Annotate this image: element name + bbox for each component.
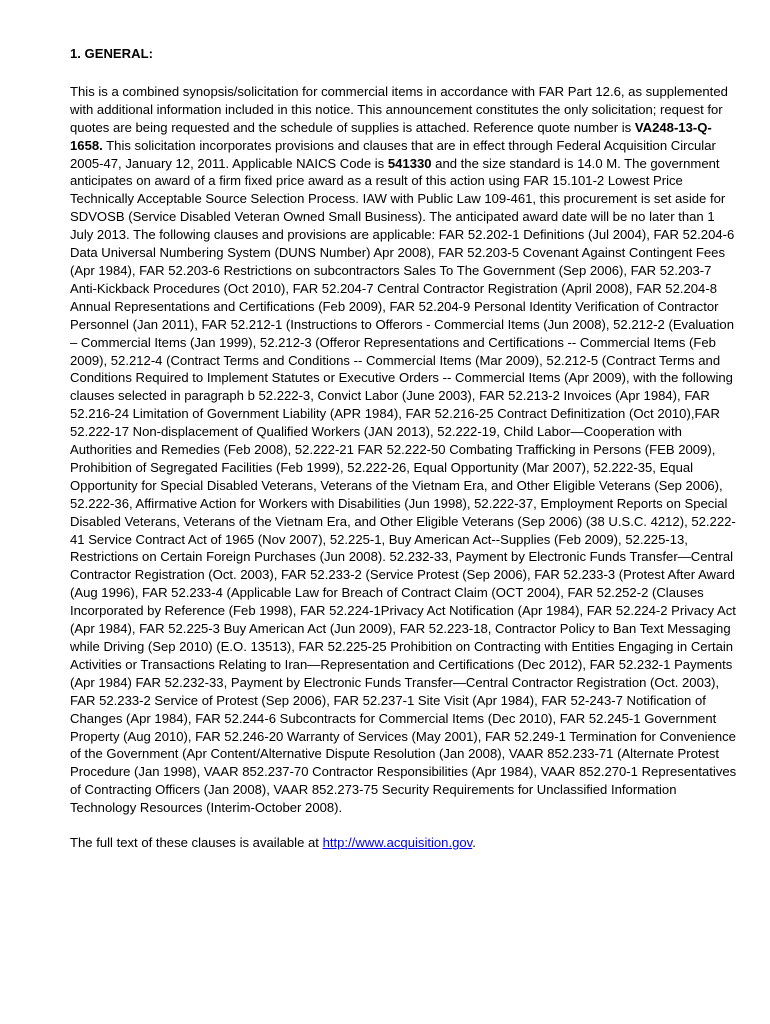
synopsis-text-2: This solicitation incorporates provisions and clauses that are in effect through Federal Acquisition Circular 2005-47, January 12, 2011. Applicable NAICS Code is: [70, 137, 716, 171]
synopsis-text-3: and the size standard is 14.0 M. The government anticipates on award of a firm fixed price award as a result of this action using FAR 15.101-2 Lowest Price Technically Acceptable Source Selection Process. IAW with Public Law 109-461, this procurement is set aside for SDVOSB (Service Disabled Veteran Owned Small Business). The anticipated award date will be no later than 1 July 2013. The following clauses and provisions are applicable: FAR 52.202-1 Definitions (Jul 2004), FAR 52.204-6 Data Universal Numbering System (DUNS Number) Apr 2008), FAR 52.203-5 Covenant Against Contingent Fees (Apr 1984), FAR 52.203-6 Restrictions on subcontractors Sales To The Government (Sep 2006), FAR 52.203-7 Anti-Kickback Procedures (Oct 2010), FAR 52.204-7 Central Contractor Registration (April 2008), FAR 52.204-8 Annual Representations and Certifications (Feb 2009), FAR 52.204-9 Personal Identity Verification of Contractor Personnel (Jan 2011), FAR 52.212-1 (Instructions to Offerors - Commercial Items (Jun 2008), 52.212-2 (Evaluation – Commercial Items (Jan 1999), 52.212-3 (Offeror Representations and Certifications -- Commercial Items (Feb 2009), 52.212-4 (Contract Terms and Conditions -- Commercial Items (Mar 2009), 52.212-5 (Contract Terms and Conditions Required to Implement Statutes or Executive Orders -- Commercial Items (Apr 2009), with the following clauses selected in paragraph b 52.222-3, Convict Labor (June 2003), FAR 52.213-2 Invoices (Apr 1984), FAR 52.216-24 Limitation of Government Liability (APR 1984), FAR 52.216-25 Contract Definitization (Oct 2010),FAR 52.222-17 Non-displacement of Qualified Workers (JAN 2013), 52.222-19, Child Labor—Cooperation with Authorities and Remedies (Feb 2008), 52.222-21 FAR 52.222-50 Combating Trafficking in Persons (FEB 2009), Prohibition of Segregated Facilities (Feb 1999), 52.222-26, Equal Opportunity (Mar 2007), 52.222-35, Equal Opportunity for Special Disabled Veterans, Veterans of the Vietnam Era, and Other Eligible Veterans (Sep 2006), 52.222-36, Affirmative Action for Workers with Disabilities (Jun 1998), 52.222-37, Employment Reports on Special Disabled Veterans, Veterans of the Vietnam Era, and Other Eligible Veterans (Sep 2006) (38 U.S.C. 4212), 52.222-41 Service Contract Act of 1965 (Nov 2007), 52.225-1, Buy American Act--Supplies (Feb 2009), 52.225-13, Restrictions on Certain Foreign Purchases (Jun 2008). 52.232-33, Payment by Electronic Funds Transfer—Central Contractor Registration (Oct. 2003), FAR 52.233-2 (Service Protest (Sep 2006), FAR 52.233-3 (Protest After Award (Aug 1996), FAR 52.233-4 (Applicable Law for Breach of Contract Claim (OCT 2004), FAR 52.252-2 (Clauses Incorporated by Reference (Feb 1998), FAR 52.224-1Privacy Act Notification (Apr 1984), FAR 52.224-2 Privacy Act (Apr 1984), FAR 52.225-3 Buy American Act (Jun 2009), FAR 52.223-18, Contractor Policy to Ban Text Messaging while Driving (Sep 2010) (E.O. 13513), FAR 52.225-25 Prohibition on Contracting with Entities Engaging in Certain Activities or Transactions Relating to Iran—Representation and Certifications (Dec 2012), FAR 52.232-1 Payments (Apr 1984) FAR 52.232-33, Payment by Electronic Funds Transfer—Central Contractor Registration (Oct. 2003), FAR 52.233-2 Service of Protest (Sep 2006), FAR 52.237-1 Site Visit (Apr 1984), FAR 52-243-7 Notification of Changes (Apr 1984), FAR 52.244-6 Subcontracts for Commercial Items (Dec 2010), FAR 52.245-1 Government Property (Aug 2010), FAR 52.246-20 Warranty of Services (May 2001), FAR 52.249-1 Termination for Convenience of the Government (Apr Content/Alternative Dispute Resolution (Jan 2008), VAAR 852.233-71 (Alternate Protest Procedure (Jan 1998), VAAR 852.237-70 Contractor Responsibilities (Apr 1984), VAAR 852.270-1 Representatives of Contracting Officers (Jan 2008), VAAR 852.273-75 Security Requirements for Unclassified Information Technology Resources (Interim-October 2008).: [70, 155, 737, 816]
quote-number: VA248-13-Q-1658.: [70, 119, 712, 153]
clauses-availability-text: The full text of these clauses is available at: [70, 835, 323, 851]
clauses-availability-suffix: .: [472, 835, 476, 851]
clauses-availability-paragraph: [70, 834, 738, 852]
acquisition-gov-link[interactable]: http://www.acquisition.gov: [322, 835, 473, 851]
synopsis-text-1: This is a combined synopsis/solicitation for commercial items in accordance with FAR Part 12.6, as supplemented with additional information included in this notice. This announcement constitutes the only solicitation; request for quotes are being requested and the schedule of supplies is attached. Reference quote number is: [70, 83, 728, 135]
section-heading: 1. GENERAL:: [70, 46, 153, 61]
synopsis-paragraph: [70, 83, 738, 817]
document-page: [70, 45, 738, 852]
naics-code: 541330: [387, 155, 432, 171]
